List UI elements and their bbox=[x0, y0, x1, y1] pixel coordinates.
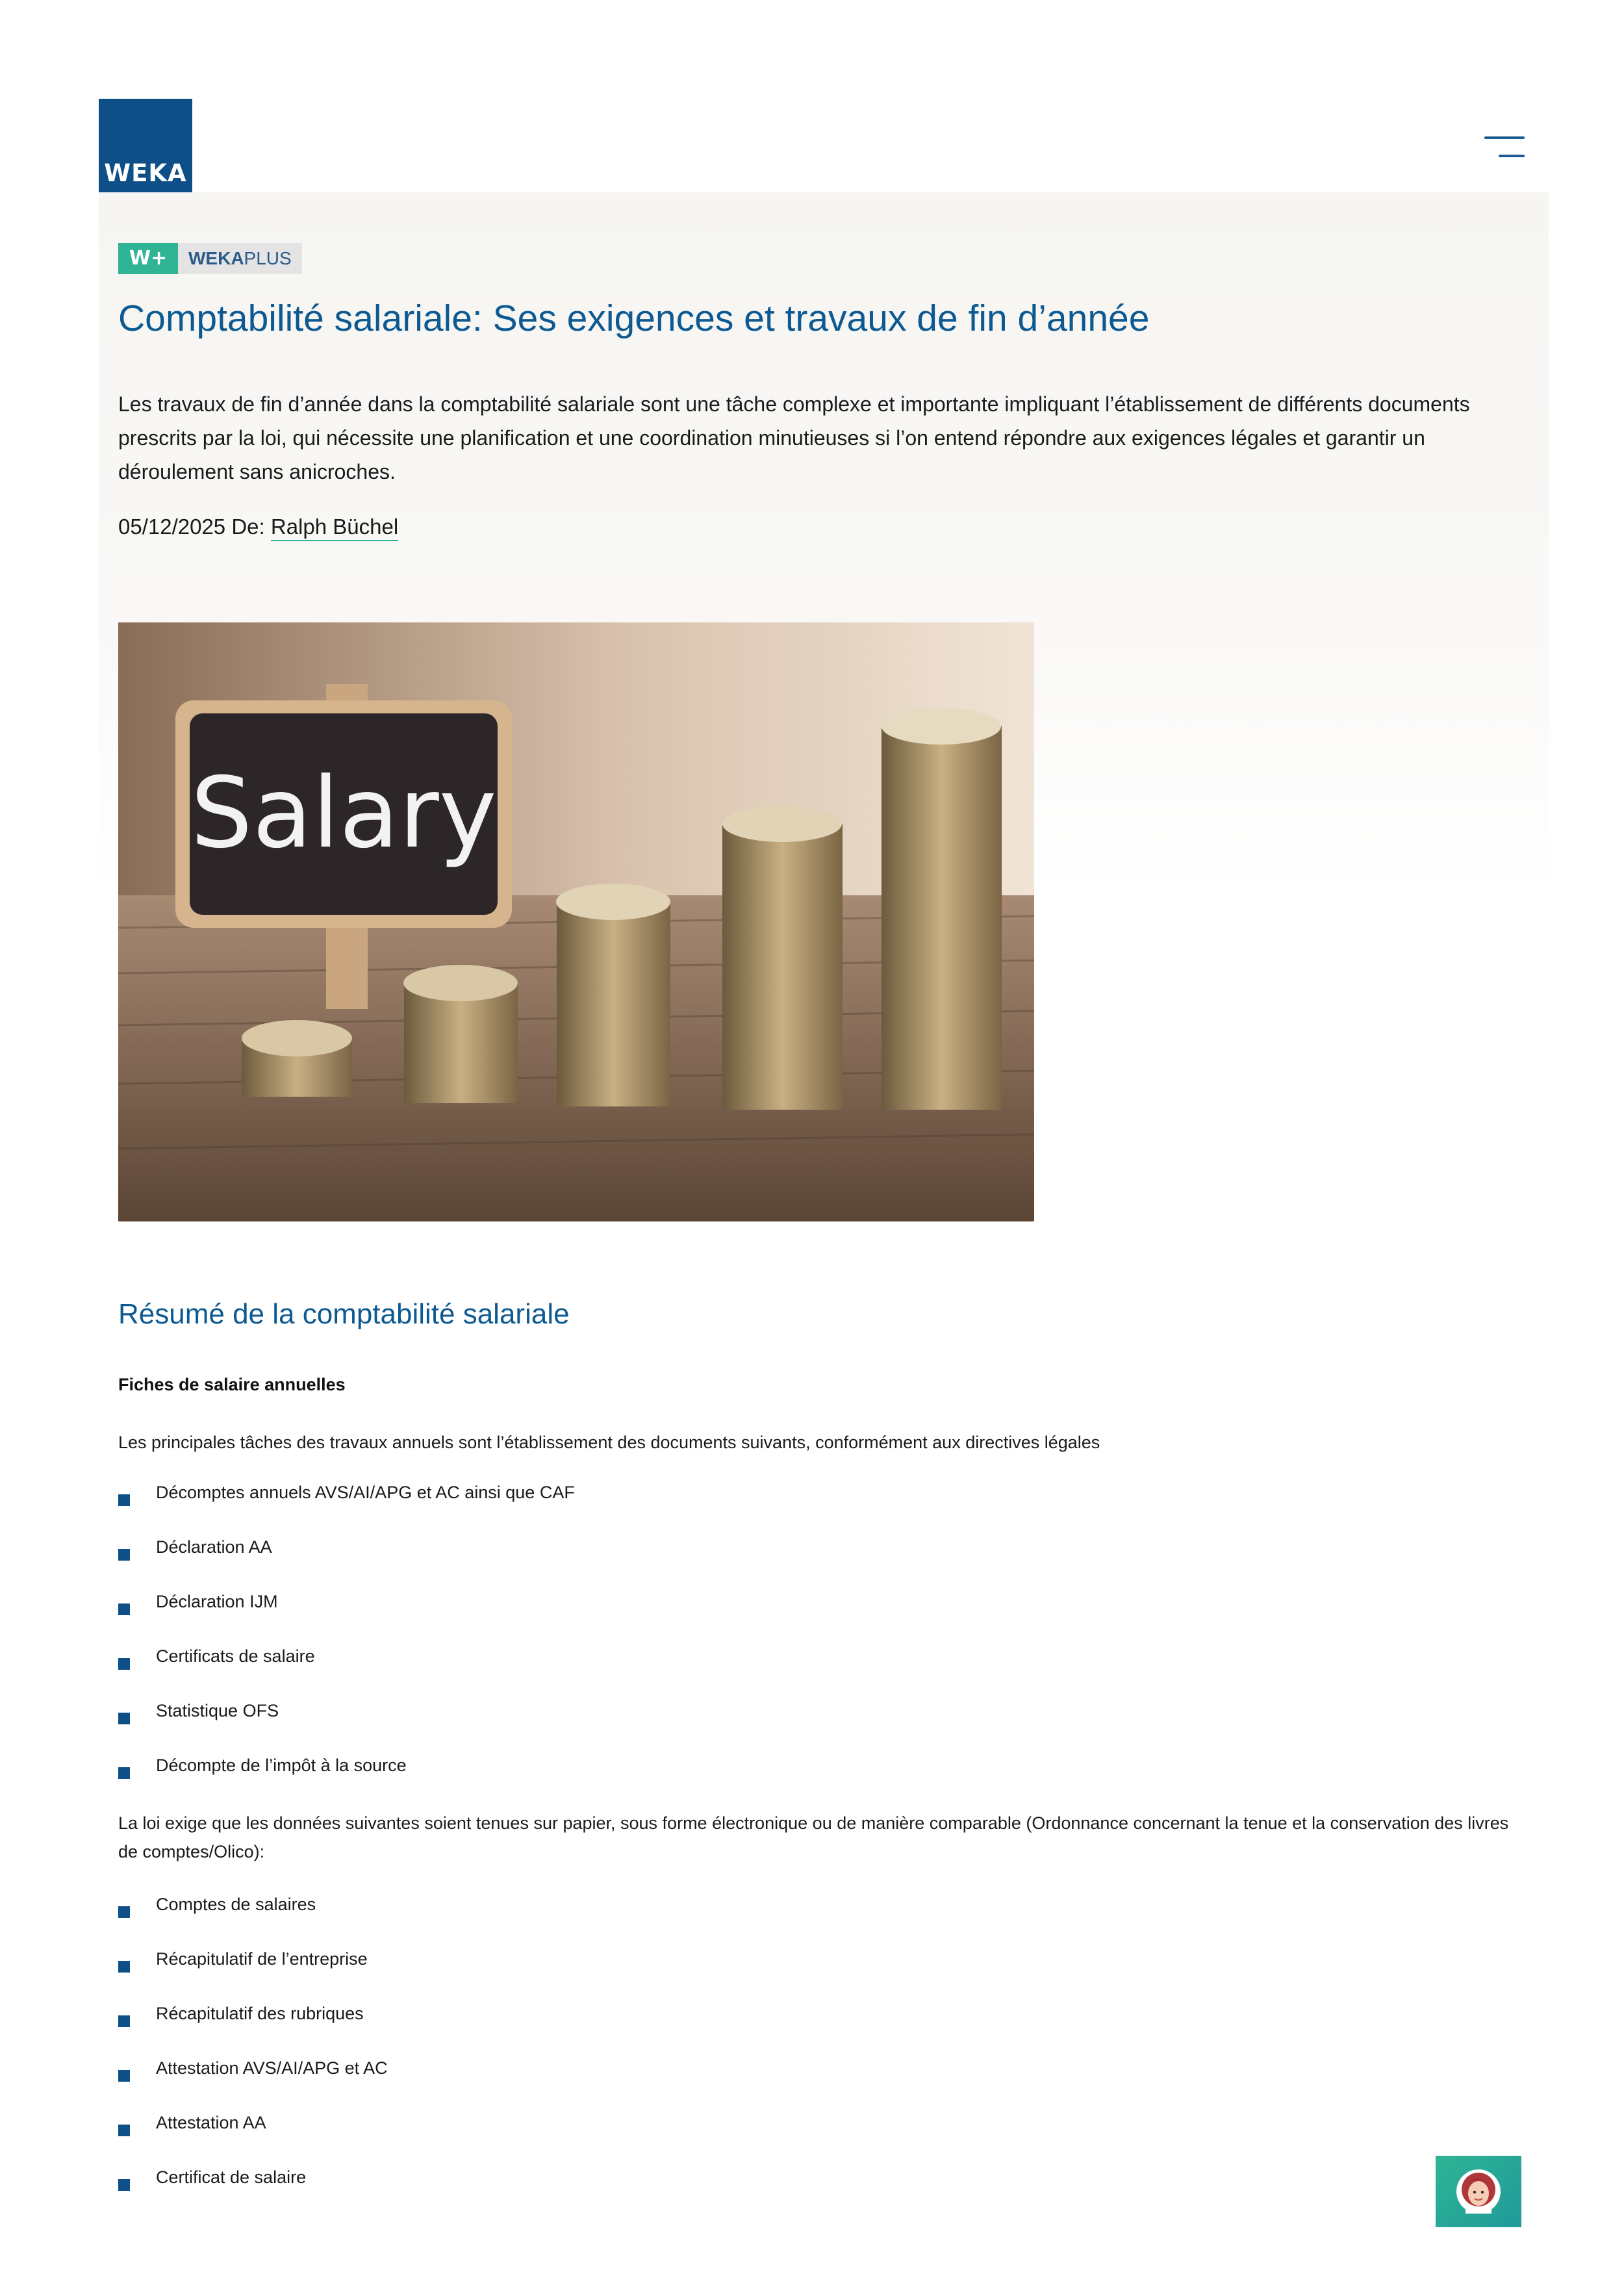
intro-paragraph: Les principales tâches des travaux annuels sont l’établissement des documents suivants, conformément aux directives légales bbox=[118, 1433, 1100, 1452]
article-image bbox=[118, 622, 1034, 1221]
section-title: Résumé de la comptabilité salariale bbox=[118, 1298, 570, 1330]
chat-assistant-avatar-icon bbox=[1436, 2156, 1521, 2227]
bullet-square-icon bbox=[118, 1713, 130, 1724]
bullet-square-icon bbox=[118, 1494, 130, 1506]
wekaplus-badge bbox=[118, 243, 302, 274]
subheading: Fiches de salaire annuelles bbox=[118, 1375, 346, 1394]
bullet-square-icon bbox=[118, 2015, 130, 2027]
menu-bar-bottom bbox=[1499, 155, 1525, 157]
badge-name-bold: WEKA bbox=[188, 248, 244, 268]
wplus-icon: W+ bbox=[118, 243, 178, 274]
hamburger-menu-icon[interactable] bbox=[1484, 134, 1525, 160]
weka-logo[interactable] bbox=[99, 99, 192, 192]
law-paragraph: La loi exige que les données suivantes soient tenues sur papier, sous forme électronique ou de manière comparable (Ordonnance concernant la tenue et la conservation des livres de comptes/Olico): bbox=[118, 1813, 1509, 1861]
bullet-square-icon bbox=[118, 2125, 130, 2136]
menu-bar-top bbox=[1484, 136, 1525, 139]
badge-name-rest: PLUS bbox=[244, 248, 292, 268]
wekaplus-label bbox=[178, 243, 302, 274]
bullet-square-icon bbox=[118, 1767, 130, 1779]
bullet-square-icon bbox=[118, 1603, 130, 1615]
bullet-square-icon bbox=[118, 1906, 130, 1918]
bullet-square-icon bbox=[118, 2070, 130, 2082]
bullet-square-icon bbox=[118, 2179, 130, 2191]
salary-coins-illustration bbox=[118, 622, 1034, 1221]
article-date: 05/12/2025 bbox=[118, 515, 226, 539]
article-lead: Les travaux de fin d’année dans la comptabilité salariale sont une tâche complexe et importante impliquant l’établissement de différents documents prescrits par la loi, qui nécessite une planification et une coordination minutieuses si l’on entend répondre aux exigences légales et garantir un déroulement sans anicroches. bbox=[118, 392, 1470, 483]
article-title: Comptabilité salariale: Ses exigences et travaux de fin d’année bbox=[118, 298, 1150, 339]
author-link[interactable]: Ralph Büchel bbox=[271, 515, 398, 541]
article-meta bbox=[118, 515, 398, 539]
logo-text: WEKA bbox=[104, 159, 187, 187]
chat-assistant-button[interactable] bbox=[1436, 2156, 1521, 2227]
author-label: De: bbox=[231, 515, 265, 539]
bullet-square-icon bbox=[118, 1549, 130, 1561]
bullet-square-icon bbox=[118, 1961, 130, 1973]
bullet-square-icon bbox=[118, 1658, 130, 1670]
sign-text: Salary bbox=[190, 757, 497, 870]
